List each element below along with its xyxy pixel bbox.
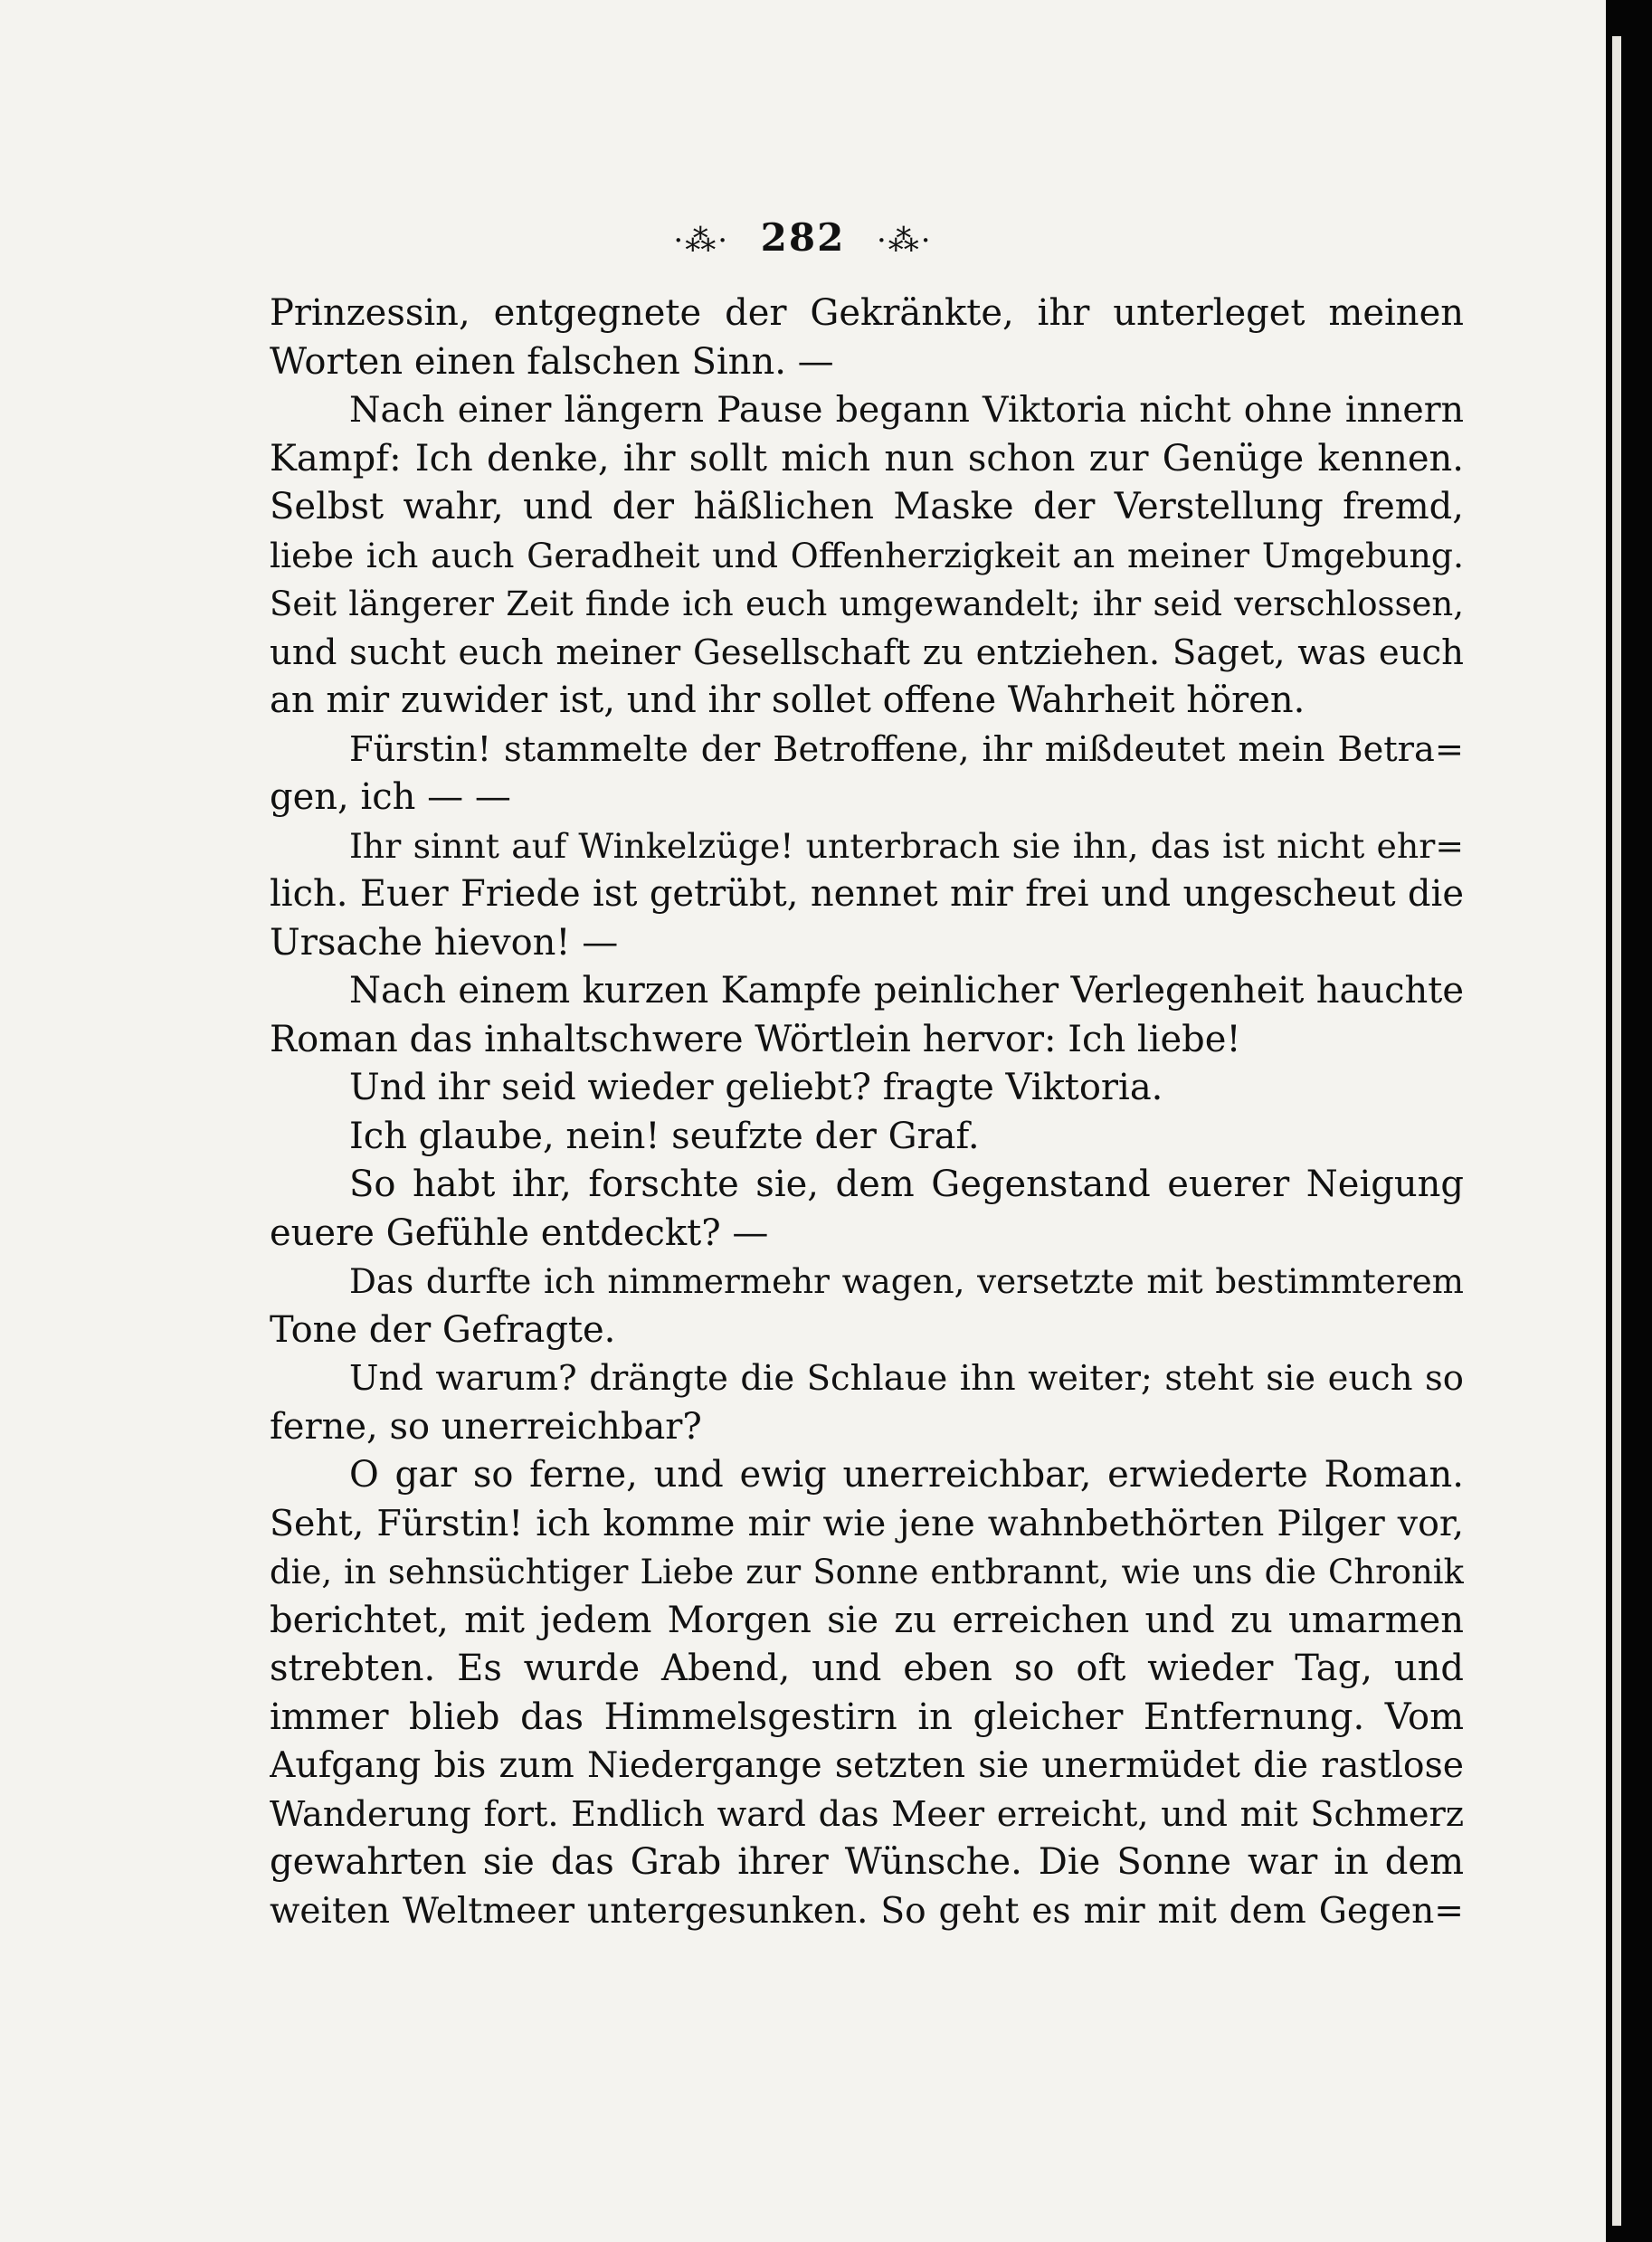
text-line: Worten einen falschen Sinn. — <box>270 340 834 383</box>
text-line: Nach einem kurzen Kampfe peinlicher Verlegenheit hauchte <box>349 970 1464 1012</box>
text-line: gen, ich — — <box>270 776 511 818</box>
text-line: Roman das inhaltschwere Wörtlein hervor: Ich liebe! <box>270 1018 1241 1060</box>
text-line: weiten Weltmeer untergesunken. So geht es mir mit dem Gegen= <box>270 1890 1464 1932</box>
text-line: Prinzessin, entgegnete der Gekränkte, ihr unterleget meinen <box>270 292 1464 334</box>
text-line: liebe ich auch Geradheit und Offenherzigkeit an meiner Umgebung. <box>270 535 1464 575</box>
text-line: gewahrten sie das Grab ihrer Wünsche. Die Sonne war in dem <box>270 1841 1464 1883</box>
text-line: euere Gefühle entdeckt? — <box>270 1211 769 1254</box>
text-line: Wanderung fort. Endlich ward das Meer erreicht, und mit Schmerz <box>270 1793 1464 1835</box>
text-line: an mir zuwider ist, und ihr sollet offene Wahrheit hören. <box>270 679 1305 721</box>
page-header <box>0 215 1606 260</box>
text-line: Ihr sinnt auf Winkelzüge! unterbrach sie ihn, das ist nicht ehr= <box>349 825 1464 866</box>
text-line: Seit längerer Zeit finde ich euch umgewandelt; ihr seid verschlossen, <box>270 584 1464 623</box>
text-line: Tone der Gefragte. <box>270 1308 616 1351</box>
text-line: immer blieb das Himmelsgestirn in gleicher Entfernung. Vom <box>270 1696 1464 1738</box>
body-text <box>270 290 1464 1935</box>
ornament-right: ·⁂· <box>876 223 933 259</box>
text-line: Und warum? drängte die Schlaue ihn weiter; steht sie euch so <box>349 1358 1464 1399</box>
text-line: Seht, Fürstin! ich komme mir wie jene wahnbethörten Pilger vor, <box>270 1502 1464 1544</box>
text-line: Das durfte ich nimmermehr wagen, versetzte mit bestimmterem <box>349 1261 1464 1301</box>
text-line: strebten. Es wurde Abend, und eben so oft wieder Tag, und <box>270 1648 1464 1689</box>
text-line: Aufgang bis zum Niedergange setzten sie unermüdet die rastlose <box>270 1745 1464 1786</box>
text-line: Fürstin! stammelte der Betroffene, ihr mißdeutet mein Betra= <box>349 728 1464 770</box>
text-line: Nach einer längern Pause begann Viktoria nicht ohne innern <box>349 389 1464 431</box>
page-number: 282 <box>760 215 846 260</box>
text-line: Ich glaube, nein! seufzte der Graf. <box>349 1115 980 1157</box>
text-line: So habt ihr, forschte sie, dem Gegenstand euerer Neigung <box>349 1164 1464 1205</box>
ornament-left: ·⁂· <box>673 223 730 259</box>
next-page-edge <box>1612 36 1621 2226</box>
text-line: lich. Euer Friede ist getrübt, nennet mir frei und ungescheut die <box>270 873 1464 915</box>
text-line: ferne, so unerreichbar? <box>270 1405 702 1448</box>
text-line: Und ihr seid wieder geliebt? fragte Viktoria. <box>349 1067 1163 1108</box>
text-line: die, in sehnsüchtiger Liebe zur Sonne entbrannt, wie uns die Chronik <box>270 1553 1464 1591</box>
text-line: berichtet, mit jedem Morgen sie zu erreichen und zu umarmen <box>270 1599 1464 1641</box>
text-line: und sucht euch meiner Gesellschaft zu entziehen. Saget, was euch <box>270 632 1464 673</box>
text-line: Selbst wahr, und der häßlichen Maske der Verstellung fremd, <box>270 486 1464 527</box>
text-line: Kampf: Ich denke, ihr sollt mich nun schon zur Genüge kennen. <box>270 437 1464 480</box>
text-line: O gar so ferne, und ewig unerreichbar, erwiederte Roman. <box>349 1454 1464 1496</box>
text-line: Ursache hievon! — <box>270 921 619 964</box>
